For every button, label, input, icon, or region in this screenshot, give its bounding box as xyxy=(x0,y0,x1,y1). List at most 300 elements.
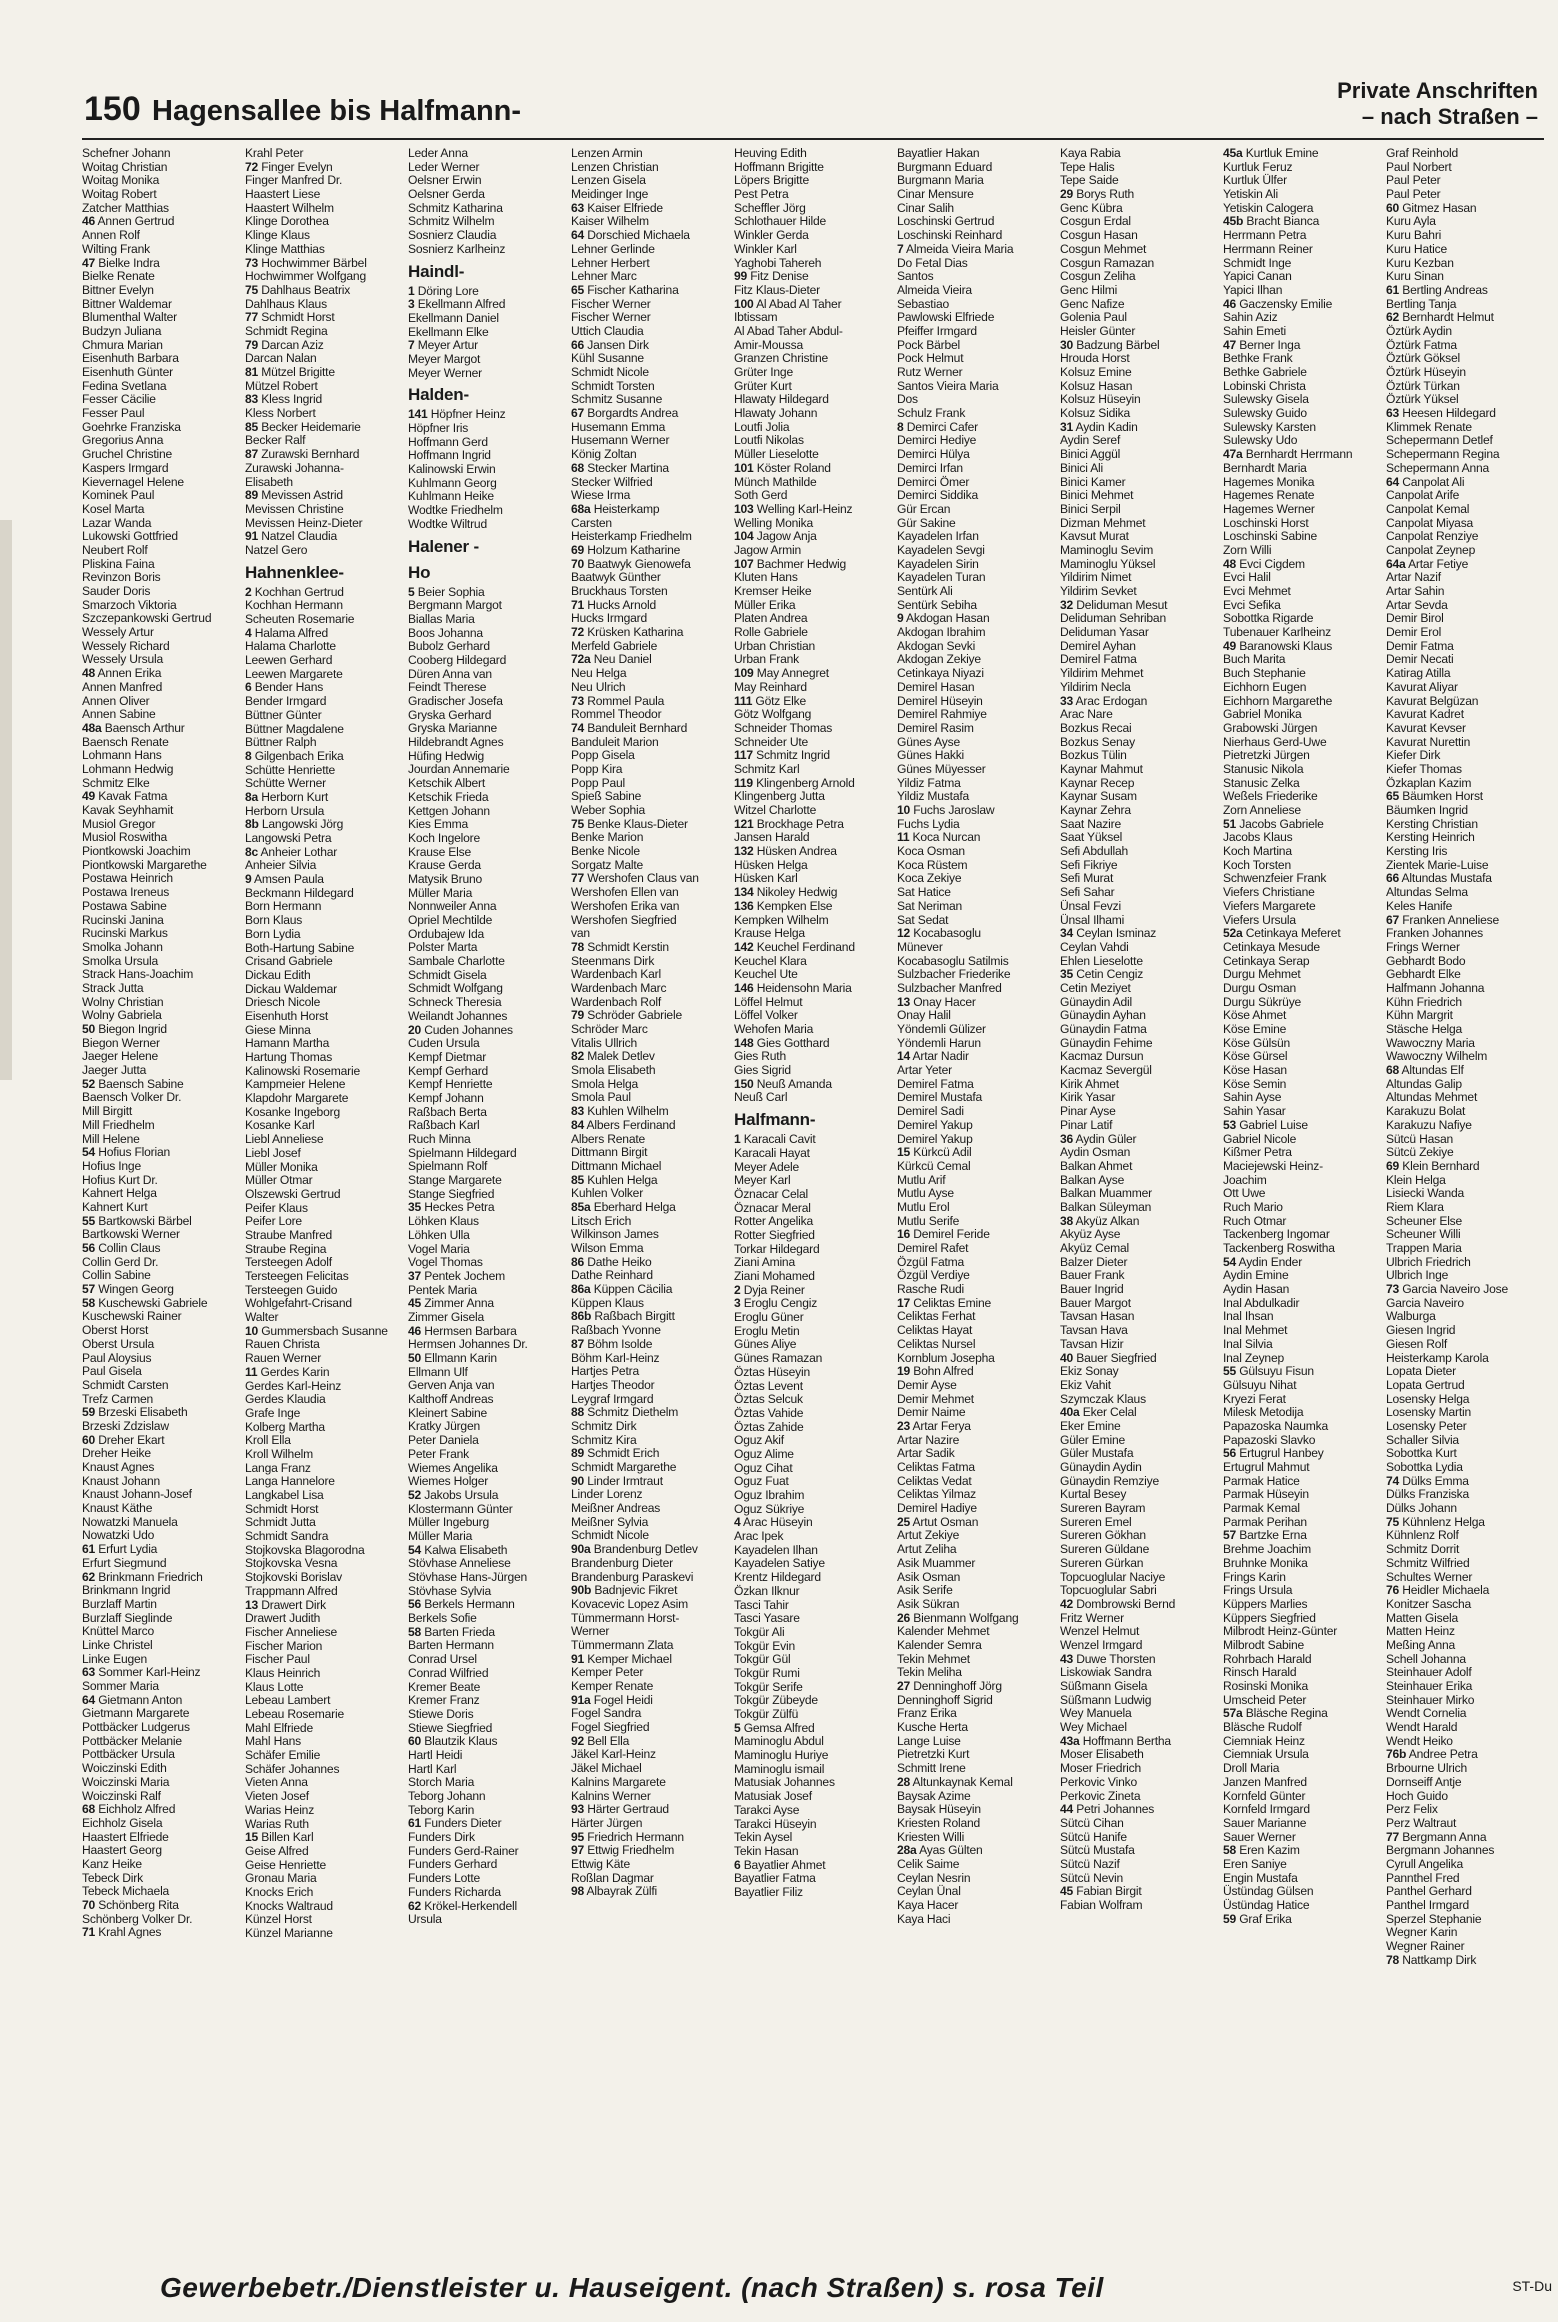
resident-name: Eker Celal xyxy=(1079,1405,1137,1420)
directory-entry: Binici Ali xyxy=(1060,460,1104,475)
directory-entry: Stiewe Doris xyxy=(408,1706,474,1721)
resident-name: Artar Fetiye xyxy=(1405,556,1469,571)
directory-entry xyxy=(82,1543,227,1557)
directory-entry: Raßbach Yvonne xyxy=(571,1323,661,1338)
resident-name: Heisterkamp xyxy=(590,501,660,516)
street-heading: Ho xyxy=(408,562,431,582)
directory-entry: Tokgür Gül xyxy=(734,1652,791,1667)
directory-entry: Knaust Johann-Josef xyxy=(82,1487,192,1502)
page-footer: Gewerbebetr./Dienstleister u. Hauseigent. (nach Straßen) s. rosa Teil xyxy=(160,2272,1104,2303)
directory-entry: Cosgun Zeliha xyxy=(1060,269,1136,284)
directory-entry: Tasci Tahir xyxy=(734,1597,789,1612)
directory-entry: Lohmann Hans xyxy=(82,748,162,763)
house-number: 5 xyxy=(408,584,415,599)
directory-entry: Öztas Hüseyin xyxy=(734,1364,811,1379)
directory-entry: Bernhardt Maria xyxy=(1223,460,1307,475)
directory-entry: Demirel Sadi xyxy=(897,1104,964,1119)
directory-entry: Hartjes Petra xyxy=(571,1364,639,1379)
directory-entry: Wiese Irma xyxy=(571,488,631,503)
house-number: 19 xyxy=(897,1364,911,1379)
directory-entry: Koca Rüstem xyxy=(897,857,968,872)
directory-entry xyxy=(1386,1064,1531,1078)
page-header xyxy=(0,0,1558,140)
directory-entry: Lazar Wanda xyxy=(82,515,152,530)
directory-entry xyxy=(734,941,879,955)
directory-entry: Werner xyxy=(571,1624,610,1639)
directory-entry: Fischer Marion xyxy=(245,1638,323,1653)
house-number: 60 xyxy=(408,1734,422,1749)
directory-entry xyxy=(571,1475,716,1489)
resident-name: Gilgenbach Erika xyxy=(251,748,344,763)
directory-entry: Bielke Renate xyxy=(82,269,155,284)
resident-name: Akdogan Hasan xyxy=(903,611,990,626)
directory-entry: Brzeski Zdzislaw xyxy=(82,1418,169,1433)
directory-entry: Kluten Hans xyxy=(734,570,798,585)
directory-entry: Gryska Gerhard xyxy=(408,707,492,722)
directory-entry: Kemper Renate xyxy=(571,1679,654,1693)
directory-entry: Yildirim Sevket xyxy=(1060,584,1137,598)
directory-entry: Ceylan Nesrin xyxy=(897,1870,971,1885)
resident-name: Heidler Michaela xyxy=(1399,1583,1490,1598)
directory-entry: Sulzbacher Friederike xyxy=(897,967,1011,982)
house-number: 13 xyxy=(897,994,911,1009)
directory-entry: Yöndemli Harun xyxy=(897,1035,981,1050)
house-number: 31 xyxy=(1060,419,1074,434)
directory-entry: Kiefer Thomas xyxy=(1386,761,1462,776)
directory-entry: Klostermann Günter xyxy=(408,1501,513,1516)
directory-entry: Knaust Johann xyxy=(82,1473,161,1488)
directory-entry: Stäsche Helga xyxy=(1386,1022,1463,1036)
directory-entry: Günaydin Fehime xyxy=(1060,1035,1153,1050)
directory-entry: Knocks Erich xyxy=(245,1884,314,1899)
directory-entry xyxy=(571,1050,716,1064)
directory-entry: Soth Gerd xyxy=(734,488,788,503)
directory-entry: Jaeger Jutta xyxy=(82,1063,147,1078)
directory-entry: Langa Hannelore xyxy=(245,1474,335,1489)
directory-entry: Rucinski Janina xyxy=(82,912,164,927)
directory-entry: Kolberg Martha xyxy=(245,1419,325,1434)
directory-entry: Rolle Gabriele xyxy=(734,625,808,640)
directory-entry: Klapdohr Margarete xyxy=(245,1091,349,1106)
directory-entry: Hartl Heidi xyxy=(408,1747,463,1762)
resident-name: Köster Roland xyxy=(753,460,831,475)
directory-entry: Demir Naime xyxy=(897,1405,966,1420)
directory-entry: Buch Marita xyxy=(1223,652,1286,667)
directory-entry: Kusche Herta xyxy=(897,1720,968,1735)
directory-entry: Berkels Sofie xyxy=(408,1611,477,1626)
house-number: 77 xyxy=(1386,1829,1400,1844)
directory-entry: Eker Emine xyxy=(1060,1418,1121,1433)
directory-entry: Krause Gerda xyxy=(408,858,481,873)
directory-entry: Kühl Susanne xyxy=(571,351,644,366)
directory-entry: Pest Petra xyxy=(734,187,789,202)
directory-entry: Both-Hartung Sabine xyxy=(245,940,355,955)
resident-name: Bernhardt Helmut xyxy=(1399,310,1494,325)
resident-name: Borgardts Andrea xyxy=(584,406,679,421)
directory-entry: Loschinski Gertrud xyxy=(897,214,995,229)
directory-entry: Albers Renate xyxy=(571,1131,646,1146)
directory-entry: Wershofen Ellen van xyxy=(571,885,679,900)
directory-entry: Tavsan Hava xyxy=(1060,1323,1128,1338)
resident-name: Brinkmann Friedrich xyxy=(95,1569,203,1584)
directory-entry: Evci Sefika xyxy=(1223,597,1281,612)
directory-entry: Kemper Peter xyxy=(571,1665,644,1680)
directory-entry: Pock Helmut xyxy=(897,351,964,366)
directory-entry: Trefz Carmen xyxy=(82,1391,154,1406)
directory-entry xyxy=(897,996,1042,1010)
directory-entry: Tokgür Zülfü xyxy=(734,1707,799,1721)
directory-entry xyxy=(82,1666,227,1680)
directory-entry: Gregorius Anna xyxy=(82,433,164,448)
directory-entry: Kaya Hacer xyxy=(897,1898,959,1912)
directory-entry: Cooberg Hildegard xyxy=(408,652,507,667)
resident-name: Herborn Kurt xyxy=(258,789,329,804)
house-number: 32 xyxy=(1060,597,1074,612)
directory-entry: Litsch Erich xyxy=(571,1213,632,1228)
directory-entry: Kremer Beate xyxy=(408,1679,481,1694)
directory-entry: Opriel Mechtilde xyxy=(408,913,493,927)
house-number: 61 xyxy=(82,1542,96,1557)
directory-entry xyxy=(408,1270,553,1284)
directory-entry: Kurtal Besey xyxy=(1060,1487,1127,1502)
house-number: 75 xyxy=(571,816,585,831)
directory-entry: Frings Werner xyxy=(1386,939,1460,954)
resident-name: Kuhlen Wilhelm xyxy=(584,1104,669,1119)
directory-entry xyxy=(571,462,716,476)
directory-entry: Demirel Fatma xyxy=(897,1076,974,1091)
directory-entry: Ketschik Albert xyxy=(408,776,485,791)
house-number: 73 xyxy=(571,693,585,708)
directory-entry: Brandenburg Paraskevi xyxy=(571,1569,694,1584)
resident-name: Schmitz Ingrid xyxy=(752,748,830,763)
directory-entry xyxy=(82,667,227,681)
directory-entry: Demirci Ömer xyxy=(897,474,970,489)
house-number: 47 xyxy=(1223,337,1237,352)
directory-entry: Oelsner Gerda xyxy=(408,187,485,202)
directory-entry: Artar Yeter xyxy=(897,1063,952,1078)
directory-entry: Bozkus Recai xyxy=(1060,720,1132,735)
house-number: 28a xyxy=(897,1843,917,1858)
directory-entry: Sat Sedat xyxy=(897,912,949,927)
directory-entry xyxy=(897,1365,1042,1379)
resident-name: Kühnlenz Helga xyxy=(1399,1514,1485,1529)
directory-entry: Kaynar Zehra xyxy=(1060,803,1131,817)
directory-entry: Postawa Ireneus xyxy=(82,885,170,900)
directory-entry: Binici Kamer xyxy=(1060,474,1126,489)
directory-entry: Schütte Werner xyxy=(245,776,326,791)
column-7 xyxy=(1060,147,1205,1913)
resident-name: Bienmann Wolfgang xyxy=(910,1610,1019,1625)
section-label-line2: – nach Straßen – xyxy=(1361,104,1538,129)
directory-entry xyxy=(408,1544,553,1558)
house-number: 91 xyxy=(245,529,259,544)
directory-entry: Günes Aliye xyxy=(734,1337,797,1352)
directory-entry: Biegon Werner xyxy=(82,1035,160,1050)
house-number: 58 xyxy=(408,1624,422,1639)
directory-entry: Özkan Ilknur xyxy=(734,1583,800,1598)
directory-entry: Oguz Akif xyxy=(734,1433,784,1448)
house-number: 57a xyxy=(1223,1706,1243,1721)
resident-name: Albers Ferdinand xyxy=(584,1117,676,1132)
resident-name: Ceylan Isminaz xyxy=(1073,926,1157,941)
directory-entry: Bayatlier Hakan xyxy=(897,147,980,160)
resident-name: Gabriel Luise xyxy=(1236,1117,1308,1132)
resident-name: Schönberg Rita xyxy=(95,1898,179,1912)
directory-entry: Lisiecki Wanda xyxy=(1386,1186,1465,1201)
directory-entry: Müller Maria xyxy=(408,885,473,900)
house-number: 10 xyxy=(897,803,911,817)
directory-entry: Kavurat Nurettin xyxy=(1386,734,1471,749)
house-number: 63 xyxy=(82,1665,96,1680)
house-number: 47 xyxy=(82,255,96,270)
directory-entry: Smola Helga xyxy=(571,1076,639,1091)
directory-entry: Scheffler Jörg xyxy=(734,200,806,215)
directory-entry xyxy=(1386,476,1531,490)
directory-entry: Franken Johannes xyxy=(1386,926,1483,941)
directory-entry: Kavurat Kevser xyxy=(1386,720,1466,735)
directory-entry: Husemann Emma xyxy=(571,419,666,434)
resident-name: Gerdes Karin xyxy=(257,1364,330,1379)
directory-entry: Koch Ingelore xyxy=(408,830,481,845)
directory-entry: Funders Lotte xyxy=(408,1871,481,1886)
directory-entry: Kuschewski Rainer xyxy=(82,1309,182,1324)
directory-entry: Bauer Margot xyxy=(1060,1295,1131,1310)
directory-entry: Umscheid Peter xyxy=(1223,1692,1307,1707)
house-number: 33 xyxy=(1060,693,1074,708)
directory-entry: Yetiskin Ali xyxy=(1223,187,1278,202)
directory-entry xyxy=(1060,339,1205,353)
directory-entry xyxy=(408,1598,553,1612)
directory-entry: Natzel Gero xyxy=(245,542,308,557)
directory-entry: Moser Friedrich xyxy=(1060,1761,1142,1776)
house-number: 2 xyxy=(245,584,252,599)
directory-entry: Kolsuz Hüseyin xyxy=(1060,392,1141,407)
directory-entry: Fogel Sandra xyxy=(571,1706,642,1721)
directory-entry: Straube Regina xyxy=(245,1241,327,1256)
directory-entry: Kalthoff Andreas xyxy=(408,1392,494,1407)
directory-entry: Graf Reinhold xyxy=(1386,147,1459,160)
directory-entry: Fischer Paul xyxy=(245,1652,310,1667)
directory-entry: Leygraf Irmgard xyxy=(571,1391,654,1406)
directory-entry: Tekin Hasan xyxy=(734,1843,799,1858)
directory-entry: Stanusic Zelka xyxy=(1223,775,1300,790)
directory-entry xyxy=(1386,872,1531,886)
house-number: 72a xyxy=(571,652,591,667)
resident-name: Cetin Cengiz xyxy=(1073,967,1144,982)
directory-entry xyxy=(1060,968,1205,982)
directory-entry: Sulewsky Guido xyxy=(1223,406,1307,421)
house-number: 60 xyxy=(82,1432,96,1447)
directory-entry: Cosgun Ramazan xyxy=(1060,255,1155,270)
directory-entry: Pinar Ayse xyxy=(1060,1104,1116,1119)
directory-entry: Tavsan Hizir xyxy=(1060,1336,1124,1351)
directory-entry: Künzel Marianne xyxy=(245,1926,333,1940)
directory-entry: Smola Elisabeth xyxy=(571,1063,656,1078)
directory-entry: Kühn Margrit xyxy=(1386,1008,1453,1023)
directory-entry: Kleinert Sabine xyxy=(408,1405,488,1420)
directory-entry: Lenzen Armin xyxy=(571,147,643,160)
directory-entry xyxy=(571,202,716,216)
directory-entry xyxy=(734,749,879,763)
directory-entry: Szymczak Klaus xyxy=(1060,1391,1146,1406)
directory-entry: Santos Vieira Maria xyxy=(897,378,999,393)
directory-entry: Stecker Wilfried xyxy=(571,474,653,489)
directory-entry: Sütcü Cihan xyxy=(1060,1815,1124,1830)
directory-entry: Demirel Hadiye xyxy=(897,1501,977,1516)
directory-entry: Sobottka Kurt xyxy=(1386,1446,1457,1461)
resident-name: Götz Elke xyxy=(752,693,807,708)
directory-entry: Aydin Hasan xyxy=(1223,1282,1290,1297)
resident-name: Schmidt Horst xyxy=(258,310,335,325)
directory-entry: Topcuoglular Naciye xyxy=(1060,1569,1166,1584)
directory-entry: Demirel Yakup xyxy=(897,1117,973,1132)
directory-entry: Kominek Paul xyxy=(82,488,155,503)
directory-entry: Bertling Tanja xyxy=(1386,296,1457,311)
directory-entry xyxy=(1223,298,1368,312)
house-number: 85 xyxy=(571,1172,585,1187)
directory-entry: Tekin Mehmet xyxy=(897,1651,970,1666)
directory-entry xyxy=(734,270,879,284)
house-number: 63 xyxy=(571,200,585,215)
directory-entry xyxy=(571,1256,716,1270)
directory-entry xyxy=(1386,914,1531,928)
resident-name: Altundas Mustafa xyxy=(1399,871,1492,886)
directory-entry: Wey Manuela xyxy=(1060,1706,1132,1721)
directory-entry xyxy=(571,818,716,832)
directory-entry: Balkan Muammer xyxy=(1060,1186,1152,1201)
directory-entry: Zatcher Matthias xyxy=(82,200,169,215)
directory-entry: Sütcü Nevin xyxy=(1060,1870,1124,1885)
directory-entry: Kolsuz Sidika xyxy=(1060,406,1130,421)
directory-entry: Ceylan Vahdi xyxy=(1060,939,1129,954)
directory-entry xyxy=(408,1325,553,1339)
directory-entry: Güler Mustafa xyxy=(1060,1446,1134,1461)
directory-entry: Mützel Robert xyxy=(245,378,318,393)
directory-entry: Sauer Werner xyxy=(1223,1829,1296,1844)
directory-entry xyxy=(1386,790,1531,804)
directory-entry: Balzer Dieter xyxy=(1060,1254,1128,1269)
directory-entry xyxy=(571,1543,716,1557)
directory-entry: Öznacar Meral xyxy=(734,1200,811,1215)
directory-entry: Ruch Otmar xyxy=(1223,1213,1287,1228)
directory-entry: Walter xyxy=(245,1310,279,1325)
directory-entry: Tokgür Ali xyxy=(734,1624,785,1639)
directory-entry: Biallas Maria xyxy=(408,611,475,626)
directory-entry: Blumenthal Walter xyxy=(82,310,177,325)
directory-entry: Postawa Sabine xyxy=(82,898,167,913)
resident-name: Gummersbach Susanne xyxy=(258,1323,388,1338)
directory-entry: Woitag Robert xyxy=(82,187,157,202)
directory-entry: Pietretzki Kurt xyxy=(897,1747,970,1762)
directory-entry: Stanusic Nikola xyxy=(1223,761,1304,776)
directory-entry: Cinar Salih xyxy=(897,200,954,215)
directory-entry: Neuß Carl xyxy=(734,1090,788,1105)
directory-entry: Loschinski Reinhard xyxy=(897,228,1003,243)
section-label-line1: Private Anschriften xyxy=(1337,78,1538,103)
resident-name: Artar Nadir xyxy=(910,1049,969,1064)
directory-entry: Schäfer Emilie xyxy=(245,1748,321,1763)
resident-name: Döring Lore xyxy=(414,283,479,298)
directory-entry: Asik Serife xyxy=(897,1583,953,1598)
directory-entry: Tackenberg Ingomar xyxy=(1223,1227,1330,1242)
resident-name: Kavak Fatma xyxy=(95,789,168,804)
directory-entry: Hermsen Johannes Dr. xyxy=(408,1337,528,1352)
directory-entry: Dittmann Birgit xyxy=(571,1145,648,1160)
directory-entry: Kalender Semra xyxy=(897,1637,982,1652)
resident-name: Böhm Isolde xyxy=(584,1336,653,1351)
house-number: 54 xyxy=(408,1542,422,1557)
directory-entry: Hochwimmer Wolfgang xyxy=(245,269,366,284)
house-number: 71 xyxy=(82,1925,96,1940)
directory-entry: Sütcü Zekiye xyxy=(1386,1145,1454,1160)
directory-entry xyxy=(1223,339,1368,353)
resident-name: Nikoley Hedwig xyxy=(753,885,838,900)
directory-entry: Meyer Adele xyxy=(734,1159,800,1174)
directory-entry: Collin Sabine xyxy=(82,1268,151,1283)
directory-entry: Vitalis Ullrich xyxy=(571,1035,637,1050)
directory-entry: Gabriel Nicole xyxy=(1223,1131,1297,1146)
directory-entry: Schmitz Kira xyxy=(571,1432,637,1447)
directory-entry: Künzel Horst xyxy=(245,1912,312,1927)
column-6 xyxy=(897,147,1042,1926)
directory-entry: Demir Fatma xyxy=(1386,638,1454,653)
resident-name: Altundas Elf xyxy=(1399,1063,1464,1078)
directory-entry: Eroglu Metin xyxy=(734,1323,800,1338)
directory-entry: Cinar Mensure xyxy=(897,187,974,202)
directory-entry: Süßmann Gisela xyxy=(1060,1679,1148,1693)
resident-name: Bertling Andreas xyxy=(1399,282,1488,297)
directory-entry xyxy=(408,339,553,353)
directory-entry: Yildiz Mustafa xyxy=(897,789,970,804)
directory-entry: Haastert Wilhelm xyxy=(245,200,334,215)
directory-entry: Kayadelen Sirin xyxy=(897,556,979,571)
directory-entry: Gür Ercan xyxy=(897,501,951,516)
directory-entry: Demir Erol xyxy=(1386,625,1442,640)
house-number: 89 xyxy=(571,1446,585,1461)
directory-entry: Klingenberg Jutta xyxy=(734,789,825,804)
resident-name: Drawert Dirk xyxy=(258,1597,327,1612)
house-number: 17 xyxy=(897,1295,911,1310)
directory-entry: Karakuzu Bolat xyxy=(1386,1104,1466,1119)
directory-entry xyxy=(1386,1831,1531,1845)
directory-entry: Löffel Volker xyxy=(734,1008,798,1023)
directory-entry: Sahin Yasar xyxy=(1223,1104,1286,1119)
directory-entry: Süßmann Ludwig xyxy=(1060,1692,1152,1707)
directory-entry: Canpolat Kemal xyxy=(1386,501,1470,516)
directory-entry xyxy=(734,845,879,859)
directory-entry: Papazoski Slavko xyxy=(1223,1432,1316,1447)
directory-entry: Bayatlier Fatma xyxy=(734,1871,816,1886)
directory-entry: Eisenhuth Günter xyxy=(82,365,173,379)
directory-entry xyxy=(82,1694,227,1708)
directory-entry: Baysak Azime xyxy=(897,1788,971,1803)
directory-entry xyxy=(1223,1119,1368,1133)
directory-entry: Tersteegen Guido xyxy=(245,1282,338,1297)
directory-entry: Kalinowski Erwin xyxy=(408,462,496,477)
directory-entry xyxy=(734,1297,879,1311)
house-number: 8c xyxy=(245,844,259,859)
resident-name: Annen Erika xyxy=(95,666,162,681)
directory-entry: Parmak Perihan xyxy=(1223,1514,1307,1529)
directory-entry xyxy=(1223,640,1368,654)
directory-entry: Demirel Hüseyin xyxy=(897,693,983,708)
directory-entry xyxy=(1386,311,1531,325)
directory-entry: Ulbrich Inge xyxy=(1386,1268,1449,1283)
directory-entry: Rommel Theodor xyxy=(571,707,662,722)
directory-entry xyxy=(1386,1748,1531,1762)
directory-entry xyxy=(734,900,879,914)
directory-entry: Elisabeth xyxy=(245,474,293,489)
